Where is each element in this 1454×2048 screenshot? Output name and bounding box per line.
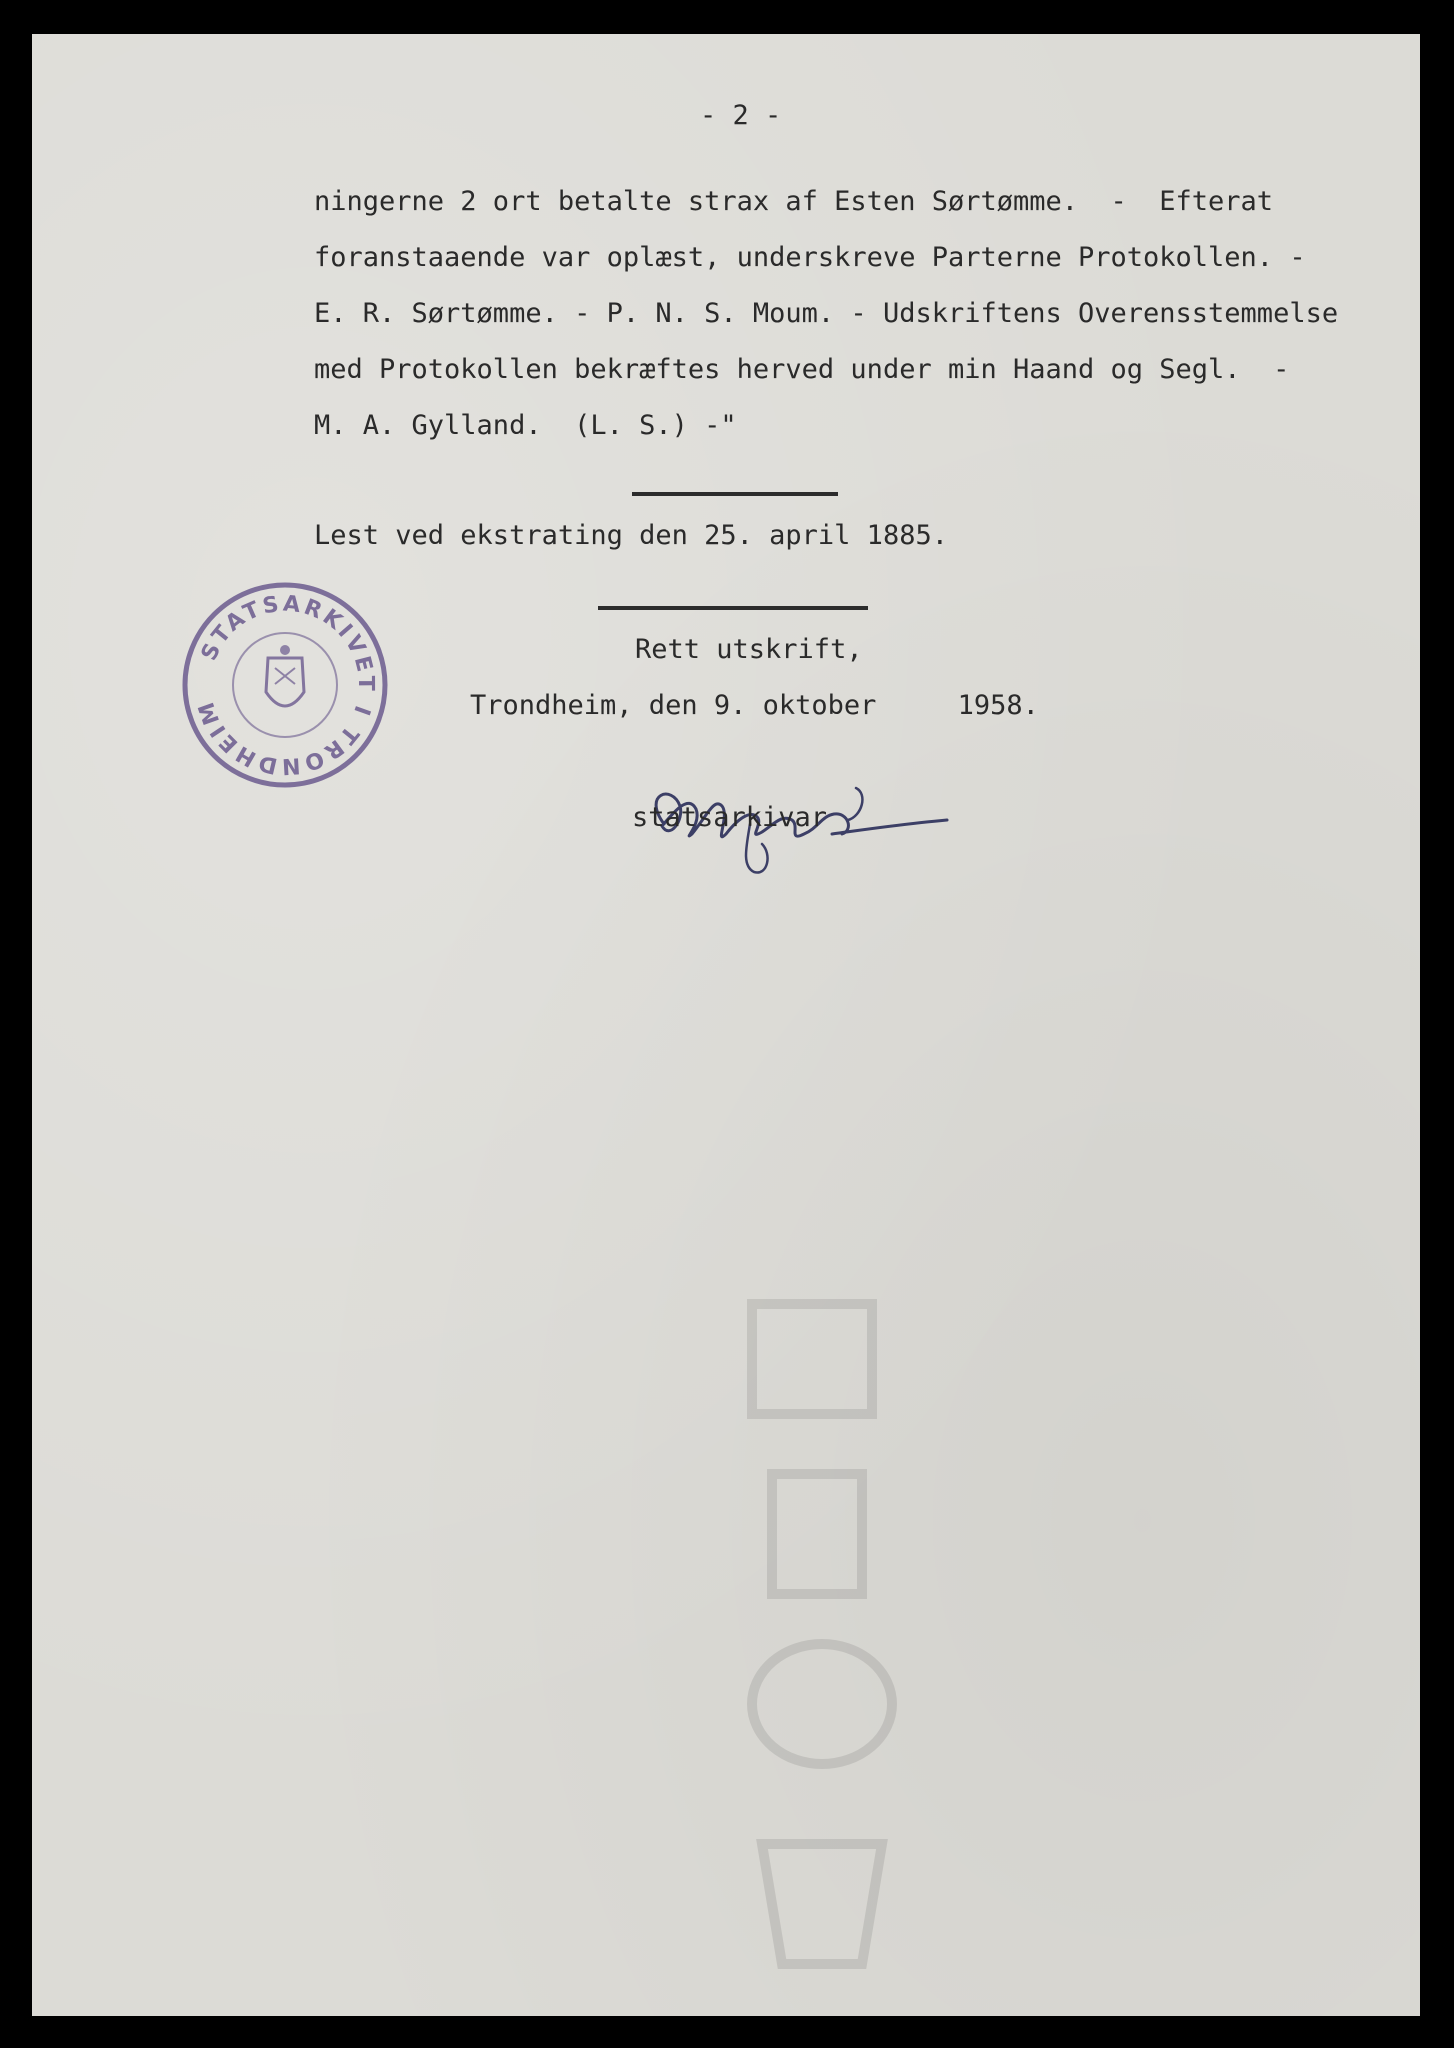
separator-rule <box>632 492 838 496</box>
page-number: - 2 - <box>700 100 782 131</box>
separator-rule <box>598 606 868 610</box>
body-line-2: foranstaaende var oplæst, underskreve Parterne Protokollen. - <box>314 242 1306 273</box>
body-line-5: M. A. Gylland. (L. S.) -" <box>314 410 737 441</box>
body-line-3: E. R. Sørtømme. - P. N. S. Moum. - Udskriftens Overensstemmelse <box>314 298 1339 329</box>
body-line-1: ningerne 2 ort betalte strax af Esten Sørtømme. - Efterat <box>314 186 1274 217</box>
archive-seal-stamp <box>180 580 390 790</box>
read-note: Lest ved ekstrating den 25. april 1885. <box>314 520 948 551</box>
body-line-4: med Protokollen bekræftes herved under min Haand og Segl. - <box>314 354 1290 385</box>
place-date-line: Trondheim, den 9. oktober 1958. <box>470 690 1039 721</box>
stamp-text: STATSARKIVET I TRONDHEIM <box>193 591 379 779</box>
certification-line: Rett utskrift, <box>635 634 863 665</box>
signer-title: statsarkivar <box>632 802 828 833</box>
document-page <box>32 34 1420 2016</box>
bleed-through-mark <box>712 1284 932 1984</box>
svg-text:STATSARKIVET I TRONDHEIM <box>193 591 378 778</box>
